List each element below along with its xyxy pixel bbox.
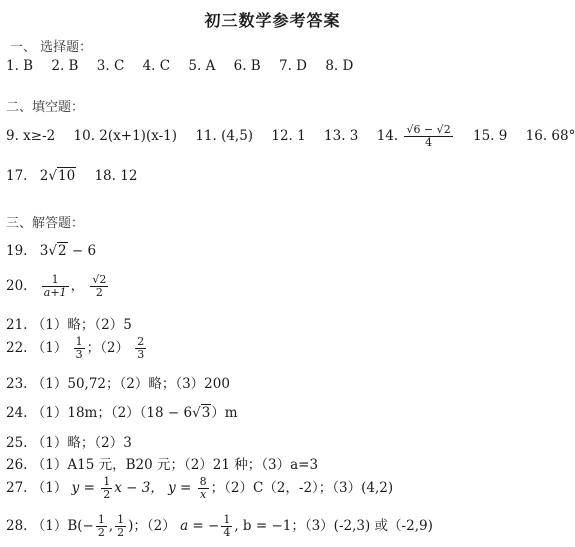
section-fill: 二、填空题：: [6, 100, 85, 115]
solve-27-f2-denominator: x: [200, 488, 207, 501]
choice-8: 8. D: [325, 58, 354, 74]
fill-13: 13. 3: [324, 128, 359, 144]
section-solve: 三、解答题：: [6, 216, 85, 231]
solve-22-f1-numerator: 1: [75, 335, 83, 348]
fill-9: 9. x≥-2: [6, 128, 56, 144]
solve-19-radicand: 2: [57, 243, 67, 259]
solve-20-f2-numerator: √2: [92, 273, 107, 286]
fill-14-denominator: 4: [425, 136, 433, 149]
choice-6: 6. B: [233, 58, 261, 74]
solve-28-f1-denominator: 2: [97, 526, 105, 539]
solve-20-f1-numerator: 1: [42, 274, 69, 287]
solve-28-f3-denominator: 4: [223, 526, 231, 539]
choice-3: 3. C: [96, 58, 125, 74]
solve-27-eq2-lhs: y =: [168, 480, 196, 496]
solve-28-part-c: , b = −1；（3）(-2,3) 或（-2,9): [234, 518, 433, 534]
solve-20-separator: ，: [70, 278, 85, 294]
solve-19: [6, 243, 96, 259]
solve-19-coef: 3: [39, 243, 49, 259]
page-title: 初三数学参考答案: [204, 11, 341, 30]
fill-14-fraction: [404, 124, 452, 149]
solve-25: 25. （1）略；（2）3: [6, 435, 132, 451]
solve-28-eq: a = −: [180, 518, 220, 534]
fill-answers-row1: [6, 124, 575, 149]
solve-22-f2-numerator: 2: [137, 335, 145, 348]
solve-24-part-a: 24. （1）18m；（2）（18 − 6: [6, 405, 193, 421]
solve-28-f3-numerator: 1: [223, 513, 231, 526]
fill-15: 15. 9: [473, 128, 508, 144]
solve-19-label: 19.: [6, 243, 28, 259]
solve-27: [6, 476, 393, 501]
choice-answers: [6, 58, 353, 74]
fill-11: 11. (4,5): [195, 128, 254, 144]
fill-14-label: 14.: [376, 128, 399, 144]
solve-27-fraction-1: [101, 476, 112, 501]
solve-28-f1-numerator: 1: [97, 513, 105, 526]
solve-24-radical: √3: [192, 405, 211, 421]
choice-7: 7. D: [279, 58, 308, 74]
solve-26: 26. （1）A15 元，B20 元；（2）21 种；（3）a=3: [6, 457, 319, 473]
solve-28-comma: ,: [108, 518, 114, 534]
solve-20-f2-denominator: 2: [95, 286, 103, 299]
fill-17-coef: 2: [39, 168, 49, 184]
solve-27-f1-numerator: 1: [103, 475, 111, 488]
solve-22-f1-denominator: 3: [75, 348, 83, 361]
solve-28: [6, 514, 433, 539]
solve-21: 21. （1）略；（2）5: [6, 317, 132, 333]
solve-27-part-a: 27. （1）: [6, 480, 68, 496]
solve-22-f2-denominator: 3: [137, 348, 145, 361]
solve-27-part-b: ；（2）C（2，-2）；（3）(4,2): [210, 480, 394, 496]
solve-28-f2-denominator: 2: [117, 526, 125, 539]
solve-28-part-b: )；（2）: [128, 518, 176, 534]
solve-22-part-a: 22. （1）: [6, 340, 68, 356]
choice-4: 4. C: [142, 58, 171, 74]
solve-28-fraction-3: [221, 514, 232, 539]
fill-10: 10. 2(x+1)(x-1): [73, 128, 178, 144]
solve-28-fraction-2: [115, 514, 126, 539]
choice-1: 1. B: [6, 58, 34, 74]
solve-28-part-a: 28. （1）B(−: [6, 518, 94, 534]
solve-22: [6, 336, 148, 361]
solve-27-f1-denominator: 2: [103, 488, 111, 501]
fill-17-radical: √10: [48, 168, 76, 184]
choice-5: 5. A: [188, 58, 216, 74]
solve-24: [6, 401, 238, 421]
solve-27-fraction-2: [198, 476, 209, 501]
solve-20: [6, 274, 110, 299]
fill-14-numerator: √6 − √2: [406, 123, 451, 136]
solve-19-tail: − 6: [71, 243, 97, 259]
fill-answers-row2: [6, 168, 137, 184]
solve-20-fraction-2: [90, 274, 108, 299]
solve-24-radicand: 3: [201, 405, 211, 421]
fill-18: 18. 12: [94, 168, 138, 184]
choice-2: 2. B: [51, 58, 79, 74]
fill-12: 12. 1: [271, 128, 306, 144]
solve-23: 23. （1）50,72；（2）略；（3）200: [6, 376, 230, 392]
solve-24-part-b: ）m: [211, 405, 238, 421]
solve-28-fraction-1: [96, 514, 107, 539]
solve-27-eq1-rhs: x − 3，: [114, 480, 164, 496]
fill-17-label: 17.: [6, 168, 28, 184]
section-choice: 一、 选择题：: [10, 40, 93, 55]
solve-22-fraction-2: [135, 336, 146, 361]
solve-27-eq1-lhs: y =: [71, 480, 100, 496]
solve-19-radical: √2: [48, 243, 67, 259]
solve-22-fraction-1: [74, 336, 85, 361]
solve-20-label: 20.: [6, 278, 28, 294]
solve-20-f1-denominator: a+1: [43, 286, 67, 299]
fill-16: 16. 68°: [525, 128, 575, 144]
fill-17-radicand: 10: [57, 168, 76, 184]
solve-22-part-b: ；（2）: [86, 340, 129, 356]
solve-27-f2-numerator: 8: [199, 475, 207, 488]
solve-28-f2-numerator: 1: [117, 513, 125, 526]
solve-20-fraction-1: [42, 274, 69, 299]
